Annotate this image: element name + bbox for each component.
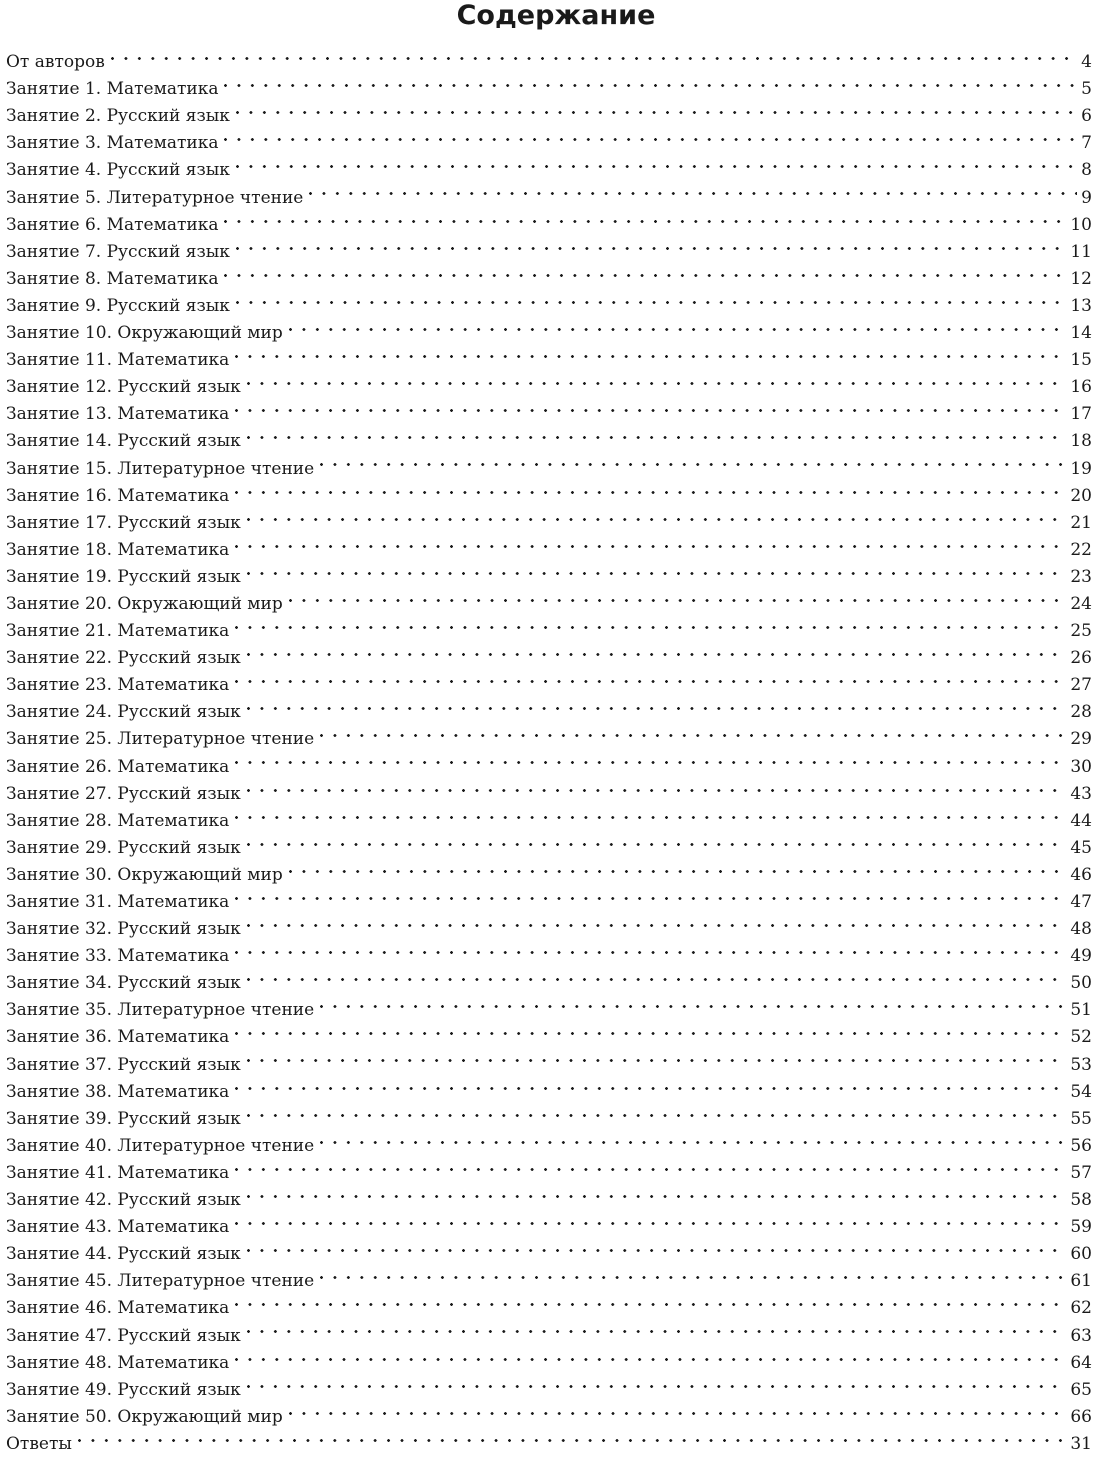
toc-entry-page-number: 51 — [1070, 1000, 1092, 1021]
toc-entry-page-number: 66 — [1070, 1406, 1092, 1427]
toc-entry-label: Занятие 46. Математика — [6, 1298, 230, 1319]
toc-entry-label: Занятие 20. Окружающий мир — [6, 593, 283, 614]
toc-entry-label: Занятие 2. Русский язык — [6, 106, 230, 127]
dot-leader — [76, 1422, 1070, 1449]
toc-entry-page-number: 48 — [1070, 919, 1092, 940]
dot-leader — [287, 582, 1071, 609]
toc-entry-page-number: 58 — [1070, 1190, 1092, 1211]
toc-entry-page-number: 55 — [1070, 1108, 1092, 1129]
toc-entry-page-number: 22 — [1070, 539, 1092, 560]
dot-leader — [287, 853, 1071, 880]
dot-leader — [233, 663, 1070, 690]
dot-leader — [245, 772, 1071, 799]
dot-leader — [233, 1205, 1070, 1232]
toc-entry-page-number: 47 — [1070, 892, 1092, 912]
toc-entry-page-number: 28 — [1070, 702, 1092, 723]
toc-entry-page-number: 52 — [1070, 1027, 1092, 1048]
toc-entry-page-number: 20 — [1070, 485, 1092, 506]
page-title: Содержание — [456, 0, 656, 31]
dot-leader — [234, 148, 1081, 175]
dot-leader — [245, 555, 1071, 582]
toc-entry-page-number: 61 — [1070, 1271, 1092, 1292]
toc-entry-page-number: 13 — [1070, 295, 1092, 316]
toc-entry-label: Занятие 31. Математика — [6, 892, 230, 912]
toc-entry-page-number: 17 — [1070, 404, 1092, 425]
toc-entry-label: Занятие 15. Литературное чтение — [6, 458, 315, 479]
toc-entry — [6, 67, 1092, 100]
dot-leader — [287, 1395, 1071, 1422]
toc-entry-label: Занятие 47. Русский язык — [6, 1325, 241, 1346]
toc-entry-page-number: 8 — [1081, 160, 1092, 181]
toc-entry-label: Занятие 10. Окружающий мир — [6, 323, 283, 344]
dot-leader — [245, 826, 1071, 853]
toc-entry-page-number: 23 — [1070, 566, 1092, 587]
toc-entry-page-number: 31 — [1070, 1433, 1092, 1454]
toc-entry-page-number: 65 — [1070, 1379, 1092, 1400]
toc-entry-page-number: 26 — [1070, 648, 1092, 669]
toc-entry-label: Занятие 33. Математика — [6, 946, 230, 967]
toc-entry-label: Занятие 41. Математика — [6, 1162, 230, 1183]
dot-leader — [233, 1286, 1070, 1313]
dot-leader — [234, 94, 1081, 121]
dot-leader — [222, 121, 1081, 148]
dot-leader — [233, 474, 1070, 501]
toc-entry-label: Занятие 7. Русский язык — [6, 241, 230, 262]
dot-leader — [318, 446, 1070, 473]
toc-entry-page-number: 62 — [1070, 1298, 1092, 1319]
toc-entry-page-number: 14 — [1070, 323, 1092, 344]
toc-entry-page-number: 44 — [1070, 810, 1092, 831]
toc-entry-label: Занятие 18. Математика — [6, 539, 230, 560]
toc-entry-label: Занятие 17. Русский язык — [6, 512, 241, 533]
toc-entry-label: Занятие 19. Русский язык — [6, 566, 241, 587]
dot-leader — [245, 1042, 1071, 1069]
dot-leader — [233, 338, 1070, 365]
toc-entry-label: Занятие 25. Литературное чтение — [6, 729, 315, 750]
toc-entry-label: Занятие 36. Математика — [6, 1027, 230, 1048]
toc-entry-label: Занятие 27. Русский язык — [6, 783, 241, 804]
dot-leader — [245, 636, 1071, 663]
dot-leader — [233, 934, 1070, 961]
toc-entry-label: Занятие 30. Окружающий мир — [6, 864, 283, 885]
toc-entry-label: Занятие 22. Русский язык — [6, 648, 241, 669]
toc-entry-label: От авторов — [6, 52, 105, 73]
dot-leader — [234, 284, 1070, 311]
dot-leader — [245, 961, 1071, 988]
dot-leader — [233, 744, 1070, 771]
toc-entry-label: Занятие 40. Литературное чтение — [6, 1135, 315, 1156]
toc-entry-label: Занятие 9. Русский язык — [6, 295, 230, 316]
toc-entry-label: Занятие 5. Литературное чтение — [6, 187, 304, 208]
toc-entry-page-number: 9 — [1081, 187, 1092, 208]
toc-entry-label: Занятие 12. Русский язык — [6, 377, 241, 398]
dot-leader — [287, 311, 1071, 338]
dot-leader — [233, 609, 1070, 636]
toc-entry-page-number: 7 — [1081, 133, 1092, 154]
toc-entry-label: Занятие 35. Литературное чтение — [6, 1000, 315, 1021]
dot-leader — [233, 799, 1070, 826]
dot-leader — [245, 1178, 1071, 1205]
toc-entry-page-number: 63 — [1070, 1325, 1092, 1346]
toc-entry-page-number: 59 — [1070, 1217, 1092, 1238]
dot-leader — [245, 501, 1071, 528]
toc-entry-page-number: 64 — [1070, 1352, 1092, 1373]
toc-entry-page-number: 10 — [1070, 214, 1092, 235]
toc-entry-label: Занятие 45. Литературное чтение — [6, 1271, 315, 1292]
toc-entry-label: Занятие 44. Русский язык — [6, 1244, 241, 1265]
dot-leader — [233, 1151, 1070, 1178]
toc-entry-label: Занятие 48. Математика — [6, 1352, 230, 1373]
dot-leader — [307, 175, 1081, 202]
dot-leader — [233, 1341, 1070, 1368]
toc-entry-page-number: 43 — [1070, 783, 1092, 804]
toc-entry-label: Занятие 21. Математика — [6, 621, 230, 642]
toc-entry-label: Занятие 34. Русский язык — [6, 973, 241, 994]
dot-leader — [245, 1097, 1071, 1124]
toc-entry-page-number: 25 — [1070, 621, 1092, 642]
toc-list — [6, 40, 1092, 1454]
toc-entry-label: Занятие 23. Математика — [6, 675, 230, 696]
toc-entry-page-number: 19 — [1070, 458, 1092, 479]
dot-leader — [245, 1313, 1071, 1340]
toc-entry-label: Занятие 39. Русский язык — [6, 1108, 241, 1129]
toc-entry-page-number: 15 — [1070, 350, 1092, 371]
toc-entry-page-number: 27 — [1070, 675, 1092, 696]
toc-entry-label: Занятие 38. Математика — [6, 1081, 230, 1102]
toc-entry-page-number: 46 — [1070, 864, 1092, 885]
toc-entry-page-number: 45 — [1070, 837, 1092, 858]
dot-leader — [245, 907, 1071, 934]
dot-leader — [222, 67, 1081, 94]
dot-leader — [233, 528, 1070, 555]
toc-entry-label: Занятие 11. Математика — [6, 350, 230, 371]
toc-entry-label: Занятие 49. Русский язык — [6, 1379, 241, 1400]
dot-leader — [245, 365, 1071, 392]
toc-entry-label: Занятие 24. Русский язык — [6, 702, 241, 723]
toc-entry-label: Занятие 6. Математика — [6, 214, 219, 235]
toc-entry-label: Занятие 37. Русский язык — [6, 1054, 241, 1075]
toc-entry-page-number: 5 — [1081, 79, 1092, 100]
toc-entry-label: Ответы — [6, 1433, 72, 1454]
toc-entry-page-number: 60 — [1070, 1244, 1092, 1265]
toc-entry-label: Занятие 8. Математика — [6, 268, 219, 289]
dot-leader — [245, 1368, 1071, 1395]
toc-entry-page-number: 11 — [1070, 241, 1092, 262]
toc-entry — [6, 40, 1092, 73]
toc-entry-label: Занятие 13. Математика — [6, 404, 230, 425]
toc-entry-page-number: 16 — [1070, 377, 1092, 398]
toc-entry-label: Занятие 50. Окружающий мир — [6, 1406, 283, 1427]
toc-entry-page-number: 29 — [1070, 729, 1092, 750]
dot-leader — [234, 230, 1070, 257]
dot-leader — [222, 257, 1070, 284]
toc-entry-page-number: 12 — [1070, 268, 1092, 289]
toc-entry-label: Занятие 42. Русский язык — [6, 1190, 241, 1211]
dot-leader — [233, 1070, 1070, 1097]
toc-entry-label: Занятие 43. Математика — [6, 1217, 230, 1238]
dot-leader — [245, 1232, 1071, 1259]
toc-entry — [6, 1422, 1092, 1454]
toc-entry-page-number: 21 — [1070, 512, 1092, 533]
toc-entry-label: Занятие 14. Русский язык — [6, 431, 241, 452]
dot-leader — [222, 203, 1070, 230]
toc-entry-page-number: 54 — [1070, 1081, 1092, 1102]
dot-leader — [233, 880, 1070, 907]
toc-entry-page-number: 6 — [1081, 106, 1092, 127]
dot-leader — [233, 1015, 1070, 1042]
toc-entry-page-number: 50 — [1070, 973, 1092, 994]
dot-leader — [109, 40, 1081, 67]
dot-leader — [233, 392, 1070, 419]
toc-entry-page-number: 18 — [1070, 431, 1092, 452]
toc-entry-label: Занятие 32. Русский язык — [6, 919, 241, 940]
toc-entry-page-number: 57 — [1070, 1162, 1092, 1183]
toc-entry-label: Занятие 28. Математика — [6, 810, 230, 831]
dot-leader — [318, 717, 1070, 744]
toc-entry-label: Занятие 26. Математика — [6, 756, 230, 777]
dot-leader — [318, 1124, 1070, 1151]
toc-entry-label: Занятие 3. Математика — [6, 133, 219, 154]
toc-entry-page-number: 53 — [1070, 1054, 1092, 1075]
toc-entry-page-number: 49 — [1070, 946, 1092, 967]
toc-entry-label: Занятие 16. Математика — [6, 485, 230, 506]
toc-entry-label: Занятие 29. Русский язык — [6, 837, 241, 858]
dot-leader — [318, 988, 1070, 1015]
toc-entry-page-number: 24 — [1070, 593, 1092, 614]
toc-entry-label: Занятие 1. Математика — [6, 79, 219, 100]
dot-leader — [245, 690, 1071, 717]
dot-leader — [318, 1259, 1070, 1286]
dot-leader — [245, 419, 1071, 446]
toc-entry-page-number: 30 — [1070, 756, 1092, 777]
toc-entry-page-number: 4 — [1081, 52, 1092, 73]
toc-entry-label: Занятие 4. Русский язык — [6, 160, 230, 181]
toc-entry-page-number: 56 — [1070, 1135, 1092, 1156]
